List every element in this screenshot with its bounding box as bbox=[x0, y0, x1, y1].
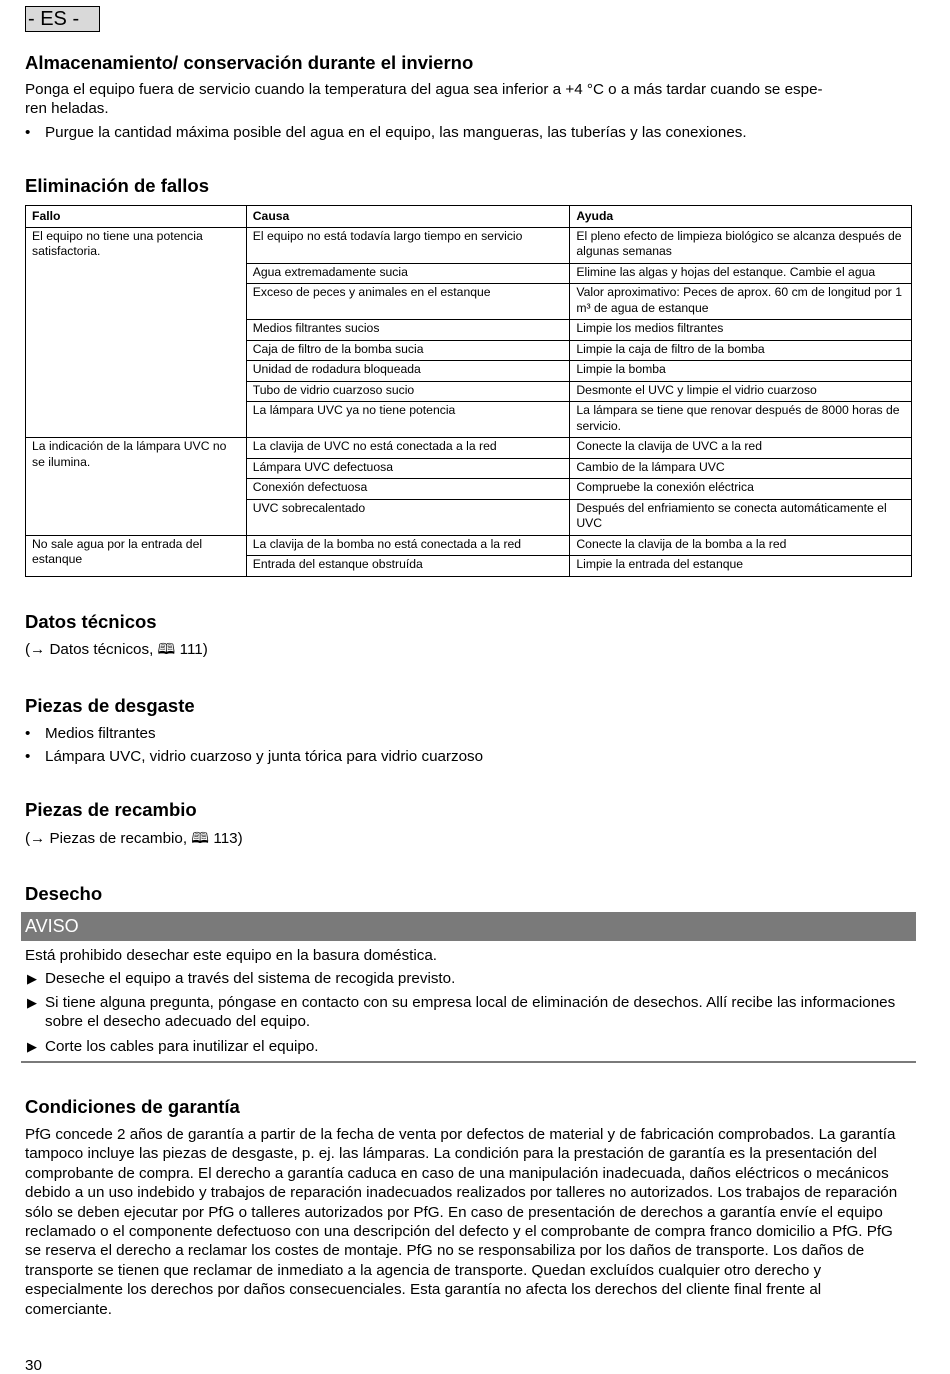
help-cell: Limpie la caja de filtro de la bomba bbox=[570, 340, 912, 361]
help-cell: Elimine las algas y hojas del estanque. Cambie el agua bbox=[570, 263, 912, 284]
help-cell: Valor aproximativo: Peces de aprox. 60 cm de longitud por 1 m³ de agua de estanque bbox=[570, 284, 912, 320]
table-row bbox=[26, 227, 912, 263]
cause-cell: La clavija de UVC no está conectada a la red bbox=[246, 438, 570, 459]
cause-cell: Lámpara UVC defectuosa bbox=[246, 458, 570, 479]
cause-cell: Tubo de vidrio cuarzoso sucio bbox=[246, 381, 570, 402]
section-title-wear-parts: Piezas de desgaste bbox=[25, 695, 195, 716]
help-cell: Cambio de la lámpara UVC bbox=[570, 458, 912, 479]
cause-cell: El equipo no está todavía largo tiempo en servicio bbox=[246, 227, 570, 263]
tech-data-reference: (→ Datos técnicos, 🕮 111) bbox=[25, 641, 208, 658]
section-title-troubleshooting: Eliminación de fallos bbox=[25, 175, 210, 196]
disposal-step: ▶ Corte los cables para inutilizar el equipo. bbox=[27, 1038, 319, 1055]
header-cause: Causa bbox=[246, 206, 570, 228]
triangle-right-icon: ▶ bbox=[27, 971, 37, 986]
table-header-row bbox=[26, 206, 912, 228]
cause-cell: Unidad de rodadura bloqueada bbox=[246, 361, 570, 382]
page-number: 30 bbox=[25, 1357, 42, 1374]
triangle-right-icon: ▶ bbox=[27, 995, 37, 1010]
notice-label-bar: AVISO bbox=[21, 912, 916, 941]
help-cell: Después del enfriamiento se conecta automáticamente el UVC bbox=[570, 499, 912, 535]
help-cell: Compruebe la conexión eléctrica bbox=[570, 479, 912, 500]
header-help: Ayuda bbox=[570, 206, 912, 228]
disposal-step: ▶ Deseche el equipo a través del sistema de recogida previsto. bbox=[27, 970, 456, 987]
cause-cell: Exceso de peces y animales en el estanque bbox=[246, 284, 570, 320]
help-cell: Conecte la clavija de UVC a la red bbox=[570, 438, 912, 459]
section-title-tech-data: Datos técnicos bbox=[25, 611, 157, 632]
cause-cell: Conexión defectuosa bbox=[246, 479, 570, 500]
notice-divider bbox=[21, 1061, 916, 1063]
cause-cell: Agua extremadamente sucia bbox=[246, 263, 570, 284]
spare-parts-reference: (→ Piezas de recambio, 🕮 113) bbox=[25, 830, 243, 847]
disposal-step: ▶ Si tiene alguna pregunta, póngase en contacto con su empresa local de eliminación de desechos. Allí recibe las informaciones sobre el desecho adecuado del equipo. bbox=[27, 994, 896, 1031]
table-row bbox=[26, 535, 912, 556]
section-title-storage: Almacenamiento/ conservación durante el invierno bbox=[25, 52, 474, 73]
fault-cell: No sale agua por la entrada del estanque bbox=[26, 535, 247, 576]
table-row bbox=[26, 438, 912, 459]
wear-part-item: • Lámpara UVC, vidrio cuarzoso y junta tórica para vidrio cuarzoso bbox=[25, 748, 484, 765]
help-cell: Limpie los medios filtrantes bbox=[570, 320, 912, 341]
warranty-text: PfG concede 2 años de garantía a partir de la fecha de venta por defectos de material y de fabricación comprobados. La garantía tampoco incluye las piezas de desgaste, p. ej. las lámparas. La condición para la prestación de garantía es la presentación del comprobante de compra. El derecho a garantía caduca en caso de una manipulación inadecuada, daños eléctricos o mecánicos debido a un uso indebido y trabajos de reparación inadecuados realizados por talleres no autorizados. Los trabajos de reparación sólo se deben ejecutar por PfG o talleres autorizados por PfG. En caso de presentación de derechos a garantía envíe el equipo reclamado o el componente defectuoso con una descripción del defecto y el comprobante de compra franco domicilio a PfG. PfG se reserva el derecho a reclamar los costes de montaje. PfG no se responsabiliza por los daños de transporte. Los daños de transporte se tienen que reclamar de inmediato a la agencia de transporte. Quedan excluídos cualquier otro derecho y especialmente los derechos por daños consecuenciales. Esta garantía no afecta los derechos del cliente final frente al comerciante. bbox=[25, 1126, 898, 1318]
help-cell: El pleno efecto de limpieza biológico se alcanza después de algunas semanas bbox=[570, 227, 912, 263]
help-cell: Limpie la entrada del estanque bbox=[570, 556, 912, 577]
help-cell: Conecte la clavija de la bomba a la red bbox=[570, 535, 912, 556]
triangle-right-icon: ▶ bbox=[27, 1039, 37, 1054]
language-badge: - ES - bbox=[25, 6, 100, 32]
cause-cell: Caja de filtro de la bomba sucia bbox=[246, 340, 570, 361]
notice-text: Está prohibido desechar este equipo en la basura doméstica. bbox=[25, 947, 438, 964]
cause-cell: UVC sobrecalentado bbox=[246, 499, 570, 535]
storage-paragraph: Ponga el equipo fuera de servicio cuando la temperatura del agua sea inferior a +4 °C o a más tardar cuando se espe- ren heladas. bbox=[25, 81, 823, 118]
help-cell: La lámpara se tiene que renovar después de 8000 horas de servicio. bbox=[570, 402, 912, 438]
help-cell: Limpie la bomba bbox=[570, 361, 912, 382]
cause-cell: La lámpara UVC ya no tiene potencia bbox=[246, 402, 570, 438]
header-fault: Fallo bbox=[26, 206, 247, 228]
section-title-spare-parts: Piezas de recambio bbox=[25, 799, 197, 820]
cause-cell: Medios filtrantes sucios bbox=[246, 320, 570, 341]
section-title-warranty: Condiciones de garantía bbox=[25, 1096, 240, 1117]
fault-cell: El equipo no tiene una potencia satisfactoria. bbox=[26, 227, 247, 438]
section-title-disposal: Desecho bbox=[25, 883, 103, 904]
storage-bullet: • Purgue la cantidad máxima posible del agua en el equipo, las mangueras, las tuberías y las conexiones. bbox=[25, 124, 747, 141]
help-cell: Desmonte el UVC y limpie el vidrio cuarzoso bbox=[570, 381, 912, 402]
fault-cell: La indicación de la lámpara UVC no se ilumina. bbox=[26, 438, 247, 536]
wear-part-item: • Medios filtrantes bbox=[25, 725, 156, 742]
cause-cell: Entrada del estanque obstruída bbox=[246, 556, 570, 577]
cause-cell: La clavija de la bomba no está conectada a la red bbox=[246, 535, 570, 556]
troubleshooting-table bbox=[25, 205, 912, 577]
